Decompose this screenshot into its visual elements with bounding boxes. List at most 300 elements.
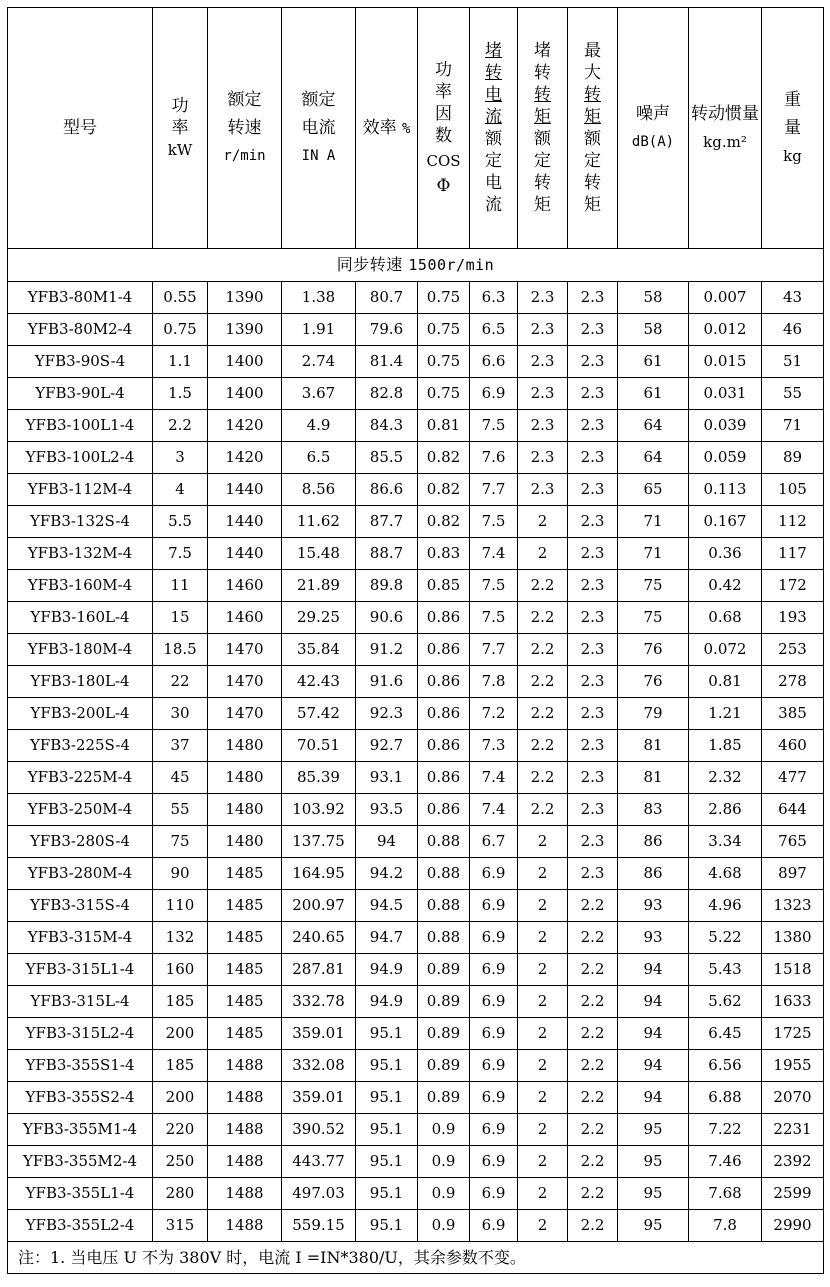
value-cell: 22 [153, 666, 208, 698]
footnote: 注：1. 当电压 U 不为 380V 时，电流 I =IN*380/U，其余参数不变。 [8, 1242, 824, 1274]
value-cell: 6.9 [470, 1178, 518, 1210]
value-cell: 0.86 [418, 698, 470, 730]
value-cell: 2.3 [518, 378, 568, 410]
value-cell: 11.62 [282, 506, 356, 538]
value-cell: 2.2 [568, 1018, 618, 1050]
value-cell: 2.3 [568, 698, 618, 730]
value-cell: 172 [762, 570, 824, 602]
value-cell: 2 [518, 1178, 568, 1210]
model-cell: YFB3-280S-4 [8, 826, 153, 858]
value-cell: 0.85 [418, 570, 470, 602]
value-cell: 2.3 [568, 794, 618, 826]
value-cell: 4.96 [689, 890, 762, 922]
value-cell: 94.9 [356, 954, 418, 986]
value-cell: 103.92 [282, 794, 356, 826]
value-cell: 2599 [762, 1178, 824, 1210]
table-row [8, 1082, 824, 1114]
value-cell: 7.5 [470, 410, 518, 442]
value-cell: 6.9 [470, 1114, 518, 1146]
header-efficiency-unit: % [401, 121, 411, 137]
value-cell: 8.56 [282, 474, 356, 506]
model-cell: YFB3-355S1-4 [8, 1050, 153, 1082]
value-cell: 4.68 [689, 858, 762, 890]
motor-spec-table [7, 7, 824, 1274]
header-rated-speed-unit: r/min [223, 148, 266, 164]
value-cell: 15 [153, 602, 208, 634]
value-cell: 83 [618, 794, 689, 826]
table-row [8, 1178, 824, 1210]
value-cell: 385 [762, 698, 824, 730]
value-cell: 110 [153, 890, 208, 922]
value-cell: 94.9 [356, 986, 418, 1018]
value-cell: 1.85 [689, 730, 762, 762]
value-cell: 0.012 [689, 314, 762, 346]
table-row [8, 314, 824, 346]
value-cell: 94 [618, 1018, 689, 1050]
value-cell: 91.6 [356, 666, 418, 698]
value-cell: 0.89 [418, 954, 470, 986]
header-locked-current [470, 8, 518, 249]
value-cell: 2 [518, 922, 568, 954]
value-cell: 71 [618, 538, 689, 570]
value-cell: 1725 [762, 1018, 824, 1050]
value-cell: 2 [518, 538, 568, 570]
value-cell: 0.75 [418, 378, 470, 410]
value-cell: 0.88 [418, 922, 470, 954]
value-cell: 1485 [208, 954, 282, 986]
value-cell: 390.52 [282, 1114, 356, 1146]
value-cell: 93 [618, 922, 689, 954]
table-row [8, 1018, 824, 1050]
value-cell: 2.3 [518, 282, 568, 314]
value-cell: 7.8 [470, 666, 518, 698]
value-cell: 94 [618, 986, 689, 1018]
value-cell: 2.2 [568, 1146, 618, 1178]
value-cell: 7.5 [470, 506, 518, 538]
value-cell: 2 [518, 858, 568, 890]
value-cell: 90 [153, 858, 208, 890]
value-cell: 0.82 [418, 474, 470, 506]
model-cell: YFB3-100L1-4 [8, 410, 153, 442]
value-cell: 7.68 [689, 1178, 762, 1210]
header-row [8, 8, 824, 249]
value-cell: 0.86 [418, 634, 470, 666]
value-cell: 2.2 [568, 1210, 618, 1242]
value-cell: 2.3 [568, 378, 618, 410]
value-cell: 112 [762, 506, 824, 538]
value-cell: 0.9 [418, 1210, 470, 1242]
model-cell: YFB3-250M-4 [8, 794, 153, 826]
table-row [8, 602, 824, 634]
value-cell: 278 [762, 666, 824, 698]
model-cell: YFB3-315M-4 [8, 922, 153, 954]
value-cell: 1470 [208, 634, 282, 666]
value-cell: 2.2 [153, 410, 208, 442]
header-power-factor [418, 8, 470, 249]
model-cell: YFB3-160L-4 [8, 602, 153, 634]
value-cell: 7.6 [470, 442, 518, 474]
value-cell: 6.9 [470, 954, 518, 986]
value-cell: 88.7 [356, 538, 418, 570]
value-cell: 4 [153, 474, 208, 506]
value-cell: 81 [618, 762, 689, 794]
value-cell: 0.88 [418, 858, 470, 890]
model-cell: YFB3-315L1-4 [8, 954, 153, 986]
value-cell: 1485 [208, 890, 282, 922]
value-cell: 91.2 [356, 634, 418, 666]
value-cell: 6.9 [470, 1082, 518, 1114]
table-row [8, 1146, 824, 1178]
model-cell: YFB3-180M-4 [8, 634, 153, 666]
model-cell: YFB3-280M-4 [8, 858, 153, 890]
value-cell: 95.1 [356, 1114, 418, 1146]
value-cell: 0.88 [418, 826, 470, 858]
header-text-stack: 最 大 转 矩 [584, 41, 601, 127]
value-cell: 0.072 [689, 634, 762, 666]
value-cell: 1485 [208, 986, 282, 1018]
value-cell: 0.75 [418, 282, 470, 314]
value-cell: 2.3 [568, 826, 618, 858]
header-inertia [689, 8, 762, 249]
table-row [8, 506, 824, 538]
value-cell: 7.7 [470, 634, 518, 666]
value-cell: 58 [618, 314, 689, 346]
header-text-stack: 重 量 [784, 90, 801, 138]
value-cell: 1.5 [153, 378, 208, 410]
value-cell: 51 [762, 346, 824, 378]
header-text-stack: 堵 转 电 流 [485, 41, 502, 127]
value-cell: 6.6 [470, 346, 518, 378]
value-cell: 6.45 [689, 1018, 762, 1050]
value-cell: 94.2 [356, 858, 418, 890]
header-weight [762, 8, 824, 249]
value-cell: 6.5 [470, 314, 518, 346]
value-cell: 287.81 [282, 954, 356, 986]
value-cell: 85.5 [356, 442, 418, 474]
value-cell: 7.5 [153, 538, 208, 570]
value-cell: 2.3 [568, 858, 618, 890]
value-cell: 2 [518, 890, 568, 922]
value-cell: 359.01 [282, 1018, 356, 1050]
value-cell: 1323 [762, 890, 824, 922]
value-cell: 1488 [208, 1114, 282, 1146]
value-cell: 0.059 [689, 442, 762, 474]
value-cell: 95.1 [356, 1178, 418, 1210]
value-cell: 164.95 [282, 858, 356, 890]
value-cell: 93.1 [356, 762, 418, 794]
value-cell: 200 [153, 1018, 208, 1050]
value-cell: 3 [153, 442, 208, 474]
value-cell: 79 [618, 698, 689, 730]
value-cell: 137.75 [282, 826, 356, 858]
value-cell: 6.3 [470, 282, 518, 314]
value-cell: 81 [618, 730, 689, 762]
value-cell: 2990 [762, 1210, 824, 1242]
value-cell: 2.3 [518, 442, 568, 474]
value-cell: 2.3 [568, 442, 618, 474]
value-cell: 65 [618, 474, 689, 506]
value-cell: 7.46 [689, 1146, 762, 1178]
value-cell: 94 [618, 1050, 689, 1082]
value-cell: 1480 [208, 762, 282, 794]
header-rated-speed [208, 8, 282, 249]
value-cell: 1485 [208, 922, 282, 954]
table-row [8, 922, 824, 954]
header-noise-name: 噪声 [636, 104, 670, 124]
model-cell: YFB3-100L2-4 [8, 442, 153, 474]
table-row [8, 762, 824, 794]
value-cell: 2.3 [568, 538, 618, 570]
model-cell: YFB3-355M2-4 [8, 1146, 153, 1178]
value-cell: 57.42 [282, 698, 356, 730]
value-cell: 61 [618, 378, 689, 410]
table-row [8, 890, 824, 922]
value-cell: 2.3 [518, 410, 568, 442]
value-cell: 2.3 [568, 474, 618, 506]
value-cell: 1488 [208, 1050, 282, 1082]
header-text-wrap: 效率 [362, 118, 402, 138]
value-cell: 220 [153, 1114, 208, 1146]
value-cell: 1633 [762, 986, 824, 1018]
table-row [8, 1210, 824, 1242]
value-cell: 193 [762, 602, 824, 634]
value-cell: 42.43 [282, 666, 356, 698]
value-cell: 87.7 [356, 506, 418, 538]
value-cell: 2 [518, 1210, 568, 1242]
value-cell: 1518 [762, 954, 824, 986]
header-model: 型号 [8, 8, 153, 249]
value-cell: 0.9 [418, 1114, 470, 1146]
value-cell: 0.89 [418, 986, 470, 1018]
value-cell: 6.9 [470, 1146, 518, 1178]
value-cell: 92.3 [356, 698, 418, 730]
value-cell: 2.2 [568, 986, 618, 1018]
value-cell: 7.4 [470, 794, 518, 826]
value-cell: 0.68 [689, 602, 762, 634]
value-cell: 477 [762, 762, 824, 794]
value-cell: 46 [762, 314, 824, 346]
value-cell: 2 [518, 1050, 568, 1082]
value-cell: 359.01 [282, 1082, 356, 1114]
value-cell: 644 [762, 794, 824, 826]
value-cell: 95 [618, 1114, 689, 1146]
value-cell: 2.3 [568, 730, 618, 762]
value-cell: 7.2 [470, 698, 518, 730]
header-text-stack: 功 率 [171, 96, 189, 138]
value-cell: 897 [762, 858, 824, 890]
value-cell: 5.22 [689, 922, 762, 954]
header-rated-current [282, 8, 356, 249]
value-cell: 2.3 [518, 474, 568, 506]
value-cell: 5.62 [689, 986, 762, 1018]
value-cell: 93 [618, 890, 689, 922]
value-cell: 86 [618, 858, 689, 890]
value-cell: 0.113 [689, 474, 762, 506]
value-cell: 94.5 [356, 890, 418, 922]
value-cell: 43 [762, 282, 824, 314]
value-cell: 0.75 [418, 314, 470, 346]
value-cell: 0.86 [418, 762, 470, 794]
value-cell: 0.75 [418, 346, 470, 378]
table-row [8, 730, 824, 762]
value-cell: 2.3 [568, 666, 618, 698]
value-cell: 7.4 [470, 762, 518, 794]
value-cell: 0.89 [418, 1018, 470, 1050]
table-row [8, 1114, 824, 1146]
value-cell: 75 [618, 570, 689, 602]
model-cell: YFB3-315S-4 [8, 890, 153, 922]
value-cell: 90.6 [356, 602, 418, 634]
value-cell: 0.031 [689, 378, 762, 410]
value-cell: 92.7 [356, 730, 418, 762]
value-cell: 7.7 [470, 474, 518, 506]
value-cell: 4.9 [282, 410, 356, 442]
value-cell: 15.48 [282, 538, 356, 570]
value-cell: 55 [153, 794, 208, 826]
value-cell: 460 [762, 730, 824, 762]
value-cell: 2231 [762, 1114, 824, 1146]
value-cell: 559.15 [282, 1210, 356, 1242]
value-cell: 70.51 [282, 730, 356, 762]
value-cell: 80.7 [356, 282, 418, 314]
value-cell: 0.039 [689, 410, 762, 442]
value-cell: 76 [618, 634, 689, 666]
value-cell: 0.82 [418, 506, 470, 538]
header-locked-torque [518, 8, 568, 249]
value-cell: 1440 [208, 474, 282, 506]
value-cell: 95 [618, 1146, 689, 1178]
value-cell: 2070 [762, 1082, 824, 1114]
value-cell: 1.21 [689, 698, 762, 730]
value-cell: 200 [153, 1082, 208, 1114]
value-cell: 2.3 [568, 570, 618, 602]
model-cell: YFB3-225S-4 [8, 730, 153, 762]
header-text-stack: 额 定 电 流 [485, 129, 502, 215]
header-power-factor-symbol: Φ [436, 176, 451, 196]
table-row [8, 698, 824, 730]
header-rated-current-unit: IN A [301, 148, 336, 164]
value-cell: 64 [618, 442, 689, 474]
value-cell: 250 [153, 1146, 208, 1178]
value-cell: 2.3 [568, 762, 618, 794]
value-cell: 2 [518, 1018, 568, 1050]
value-cell: 3.34 [689, 826, 762, 858]
value-cell: 0.83 [418, 538, 470, 570]
model-cell: YFB3-355L2-4 [8, 1210, 153, 1242]
table-row [8, 634, 824, 666]
value-cell: 497.03 [282, 1178, 356, 1210]
value-cell: 0.89 [418, 1082, 470, 1114]
value-cell: 2.2 [568, 1114, 618, 1146]
value-cell: 0.007 [689, 282, 762, 314]
value-cell: 105 [762, 474, 824, 506]
model-cell: YFB3-355L1-4 [8, 1178, 153, 1210]
value-cell: 6.7 [470, 826, 518, 858]
value-cell: 1420 [208, 410, 282, 442]
value-cell: 160 [153, 954, 208, 986]
value-cell: 37 [153, 730, 208, 762]
note-row [8, 1242, 824, 1274]
header-power-factor-unit: COS [426, 152, 461, 170]
value-cell: 443.77 [282, 1146, 356, 1178]
value-cell: 2.3 [518, 314, 568, 346]
value-cell: 1440 [208, 506, 282, 538]
header-text-stack: 额 定 转 矩 [584, 129, 601, 215]
value-cell: 29.25 [282, 602, 356, 634]
value-cell: 2.3 [568, 282, 618, 314]
value-cell: 2.3 [568, 634, 618, 666]
value-cell: 6.9 [470, 1018, 518, 1050]
value-cell: 94 [356, 826, 418, 858]
value-cell: 200.97 [282, 890, 356, 922]
value-cell: 6.9 [470, 1210, 518, 1242]
value-cell: 2.2 [518, 698, 568, 730]
header-text-wrap: 额定 电流 [301, 90, 336, 138]
model-cell: YFB3-90L-4 [8, 378, 153, 410]
model-cell: YFB3-355M1-4 [8, 1114, 153, 1146]
header-text-wrap: 额定 转速 [227, 90, 262, 138]
value-cell: 6.56 [689, 1050, 762, 1082]
value-cell: 2.3 [568, 314, 618, 346]
value-cell: 94 [618, 1082, 689, 1114]
value-cell: 89 [762, 442, 824, 474]
value-cell: 0.81 [689, 666, 762, 698]
value-cell: 315 [153, 1210, 208, 1242]
table-row [8, 1050, 824, 1082]
value-cell: 185 [153, 986, 208, 1018]
value-cell: 0.55 [153, 282, 208, 314]
value-cell: 2.32 [689, 762, 762, 794]
value-cell: 0.36 [689, 538, 762, 570]
header-max-torque [568, 8, 618, 249]
value-cell: 2.74 [282, 346, 356, 378]
value-cell: 94.7 [356, 922, 418, 954]
value-cell: 21.89 [282, 570, 356, 602]
value-cell: 2392 [762, 1146, 824, 1178]
value-cell: 2.2 [518, 762, 568, 794]
section-row [8, 249, 824, 282]
value-cell: 1400 [208, 346, 282, 378]
value-cell: 95 [618, 1178, 689, 1210]
value-cell: 2.2 [568, 922, 618, 954]
table-row [8, 346, 824, 378]
value-cell: 95 [618, 1210, 689, 1242]
value-cell: 6.5 [282, 442, 356, 474]
value-cell: 1480 [208, 826, 282, 858]
value-cell: 95.1 [356, 1050, 418, 1082]
header-noise-unit: dB(A) [631, 134, 675, 150]
value-cell: 5.43 [689, 954, 762, 986]
value-cell: 11 [153, 570, 208, 602]
value-cell: 1488 [208, 1210, 282, 1242]
value-cell: 0.82 [418, 442, 470, 474]
model-cell: YFB3-90S-4 [8, 346, 153, 378]
model-cell: YFB3-112M-4 [8, 474, 153, 506]
value-cell: 1.38 [282, 282, 356, 314]
value-cell: 6.9 [470, 986, 518, 1018]
value-cell: 45 [153, 762, 208, 794]
value-cell: 253 [762, 634, 824, 666]
value-cell: 71 [618, 506, 689, 538]
table-row [8, 282, 824, 314]
value-cell: 82.8 [356, 378, 418, 410]
section-speed-value: 1500r/min [408, 256, 495, 274]
value-cell: 1485 [208, 858, 282, 890]
value-cell: 2 [518, 826, 568, 858]
value-cell: 75 [153, 826, 208, 858]
value-cell: 84.3 [356, 410, 418, 442]
header-text-stack: 额 定 转 矩 [534, 129, 551, 215]
